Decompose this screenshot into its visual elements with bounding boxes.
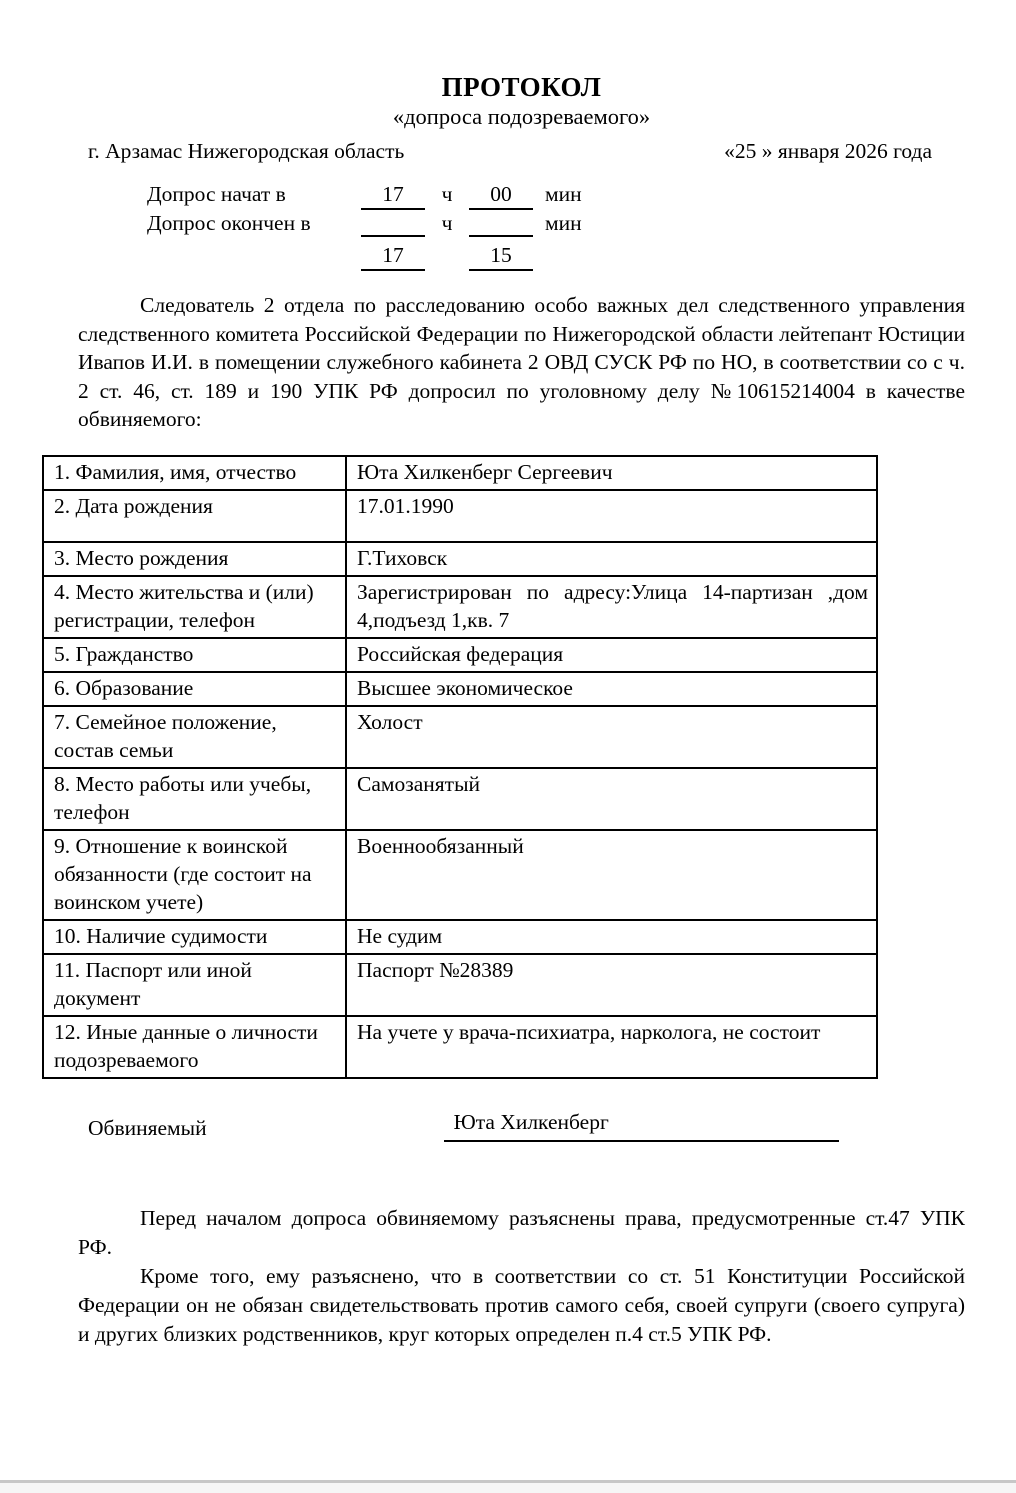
info-table-body [43, 456, 877, 1078]
table-row-value: Высшее экономическое [346, 672, 877, 706]
table-row [43, 490, 877, 542]
signature-role-label: Обвиняемый [88, 1115, 207, 1140]
hour-unit-label: ч [441, 182, 453, 206]
table-row-label: 12. Иные данные о личности подозреваемого [43, 1016, 346, 1078]
interrogation-times [147, 181, 965, 271]
table-row [43, 830, 877, 920]
place-date-row [78, 137, 965, 166]
document-subtitle: «допроса подозреваемого» [392, 104, 651, 129]
table-row [43, 1016, 877, 1078]
investigator-paragraph: Следователь 2 отдела по расследованию особо важных дел следственного управления следственного комитета Российской Федерации по Нижегородской области лейтепант Юстиции Ивапов И.И. в помещении служебного кабинета 2 ОВД СУСК РФ по НО, в соответствии со с ч. 2 ст. 46, ст. 189 и 190 УПК РФ допросил по уголовному делу №10615214004 в качестве обвиняемого: [78, 293, 965, 432]
table-row [43, 768, 877, 830]
spacer [147, 242, 361, 271]
table-row-value: Паспорт №28389 [346, 954, 877, 1016]
table-row [43, 920, 877, 954]
table-row-label: 3. Место рождения [43, 542, 346, 576]
place-text: г. Арзамас Нижегородская область [88, 139, 405, 163]
closing-paragraph: Перед началом допроса обвиняемому разъяснены права, предусмотренные ст.47 УПК РФ. [78, 1205, 965, 1259]
suspect-info-table [42, 455, 878, 1079]
time-ended-values-row [147, 242, 965, 271]
table-row [43, 456, 877, 490]
signature-line: Юта Хилкенберг [444, 1109, 839, 1142]
closing-paragraphs [78, 1204, 965, 1349]
table-row-value: Военнообязанный [346, 830, 877, 920]
table-row-label: 6. Образование [43, 672, 346, 706]
table-row [43, 672, 877, 706]
table-row-value: Юта Хилкенберг Сергеевич [346, 456, 877, 490]
document-title: ПРОТОКОЛ [441, 72, 602, 102]
time-ended-hour-field: 17 [361, 242, 425, 271]
table-row-value: Г.Тиховск [346, 542, 877, 576]
table-row-value: Не судим [346, 920, 877, 954]
table-row-value: Самозанятый [346, 768, 877, 830]
closing-paragraph: Кроме того, ему разъяснено, что в соответствии со ст. 51 Конституции Российской Федерации он не обязан свидетельствовать против самого себя, своей супруги (своего супруга) и других близких родственников, круг которых определен п.4 ст.5 УПК РФ. [78, 1263, 965, 1346]
minute-unit-label: мин [545, 182, 582, 206]
time-ended-hour-blank-field [361, 210, 425, 237]
date-text: «25 » января 2026 года [724, 139, 932, 163]
table-row [43, 638, 877, 672]
time-ended-minute-field: 15 [469, 242, 533, 271]
table-row-label: 7. Семейное положение, состав семьи [43, 706, 346, 768]
time-ended-minute-blank-field [469, 210, 533, 237]
table-row [43, 706, 877, 768]
table-row-label: 2. Дата рождения [43, 490, 346, 542]
table-row-value: 17.01.1990 [346, 490, 877, 542]
table-row-label: 8. Место работы или учебы, телефон [43, 768, 346, 830]
table-row-value: Холост [346, 706, 877, 768]
table-row-label: 1. Фамилия, имя, отчество [43, 456, 346, 490]
table-row-label: 11. Паспорт или иной документ [43, 954, 346, 1016]
spacer [425, 242, 469, 271]
time-started-minute-field: 00 [469, 181, 533, 210]
hour-unit-label: ч [441, 211, 453, 235]
table-row-label: 9. Отношение к воинской обязанности (где состоит на воинском учете) [43, 830, 346, 920]
signature-row [88, 1109, 965, 1142]
table-row-label: 5. Гражданство [43, 638, 346, 672]
time-ended-row [147, 210, 965, 237]
table-row [43, 954, 877, 1016]
table-row-value: Российская федерация [346, 638, 877, 672]
table-row-label: 4. Место жительства и (или) регистрации, телефон [43, 576, 346, 638]
table-row-value: Зарегистрирован по адресу:Улица 14-партизан ,дом 4,подъезд 1,кв. 7 [346, 576, 877, 638]
time-started-label: Допрос начат в [147, 182, 286, 206]
table-row-label: 10. Наличие судимости [43, 920, 346, 954]
minute-unit-label: мин [545, 211, 582, 235]
time-started-hour-field: 17 [361, 181, 425, 210]
table-row-value: На учете у врача-психиатра, нарколога, не состоит [346, 1016, 877, 1078]
table-row [43, 542, 877, 576]
time-ended-label: Допрос окончен в [147, 211, 311, 235]
table-row [43, 576, 877, 638]
page-bottom-edge [0, 1480, 1016, 1493]
time-started-row [147, 181, 965, 210]
